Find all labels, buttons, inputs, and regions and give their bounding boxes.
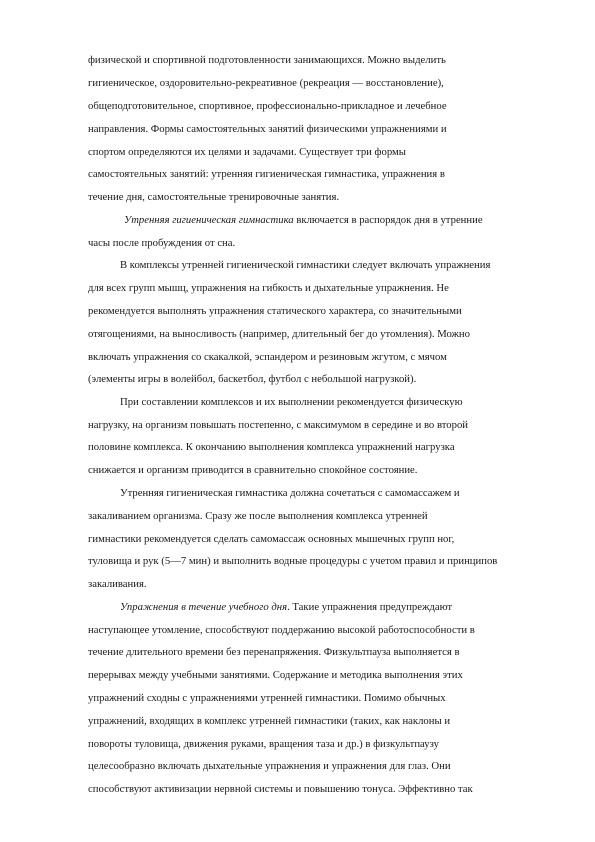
- text-line: В комплексы утренней гигиенической гимнастики следует включать упражнения: [120, 259, 491, 271]
- text-line: повороты туловища, движения руками, вращения таза и др.) в физкультпаузу: [88, 738, 439, 750]
- text-line: туловища и рук (5—7 мин) и выполнить водные процедуры с учетом правил и принципов: [88, 555, 498, 567]
- text-line: закаливания.: [88, 578, 147, 590]
- text-line: При составлении комплексов и их выполнении рекомендуется физическую: [120, 396, 463, 408]
- text-line: самостоятельных занятий: утренняя гигиеническая гимнастика, упражнения в: [88, 168, 445, 180]
- italic-term: Упражнения в течение учебного дня: [120, 601, 288, 613]
- line-rest: включается в распорядок дня в утренние: [293, 214, 483, 226]
- line-rest: . Такие упражнения предупреждают: [287, 601, 453, 613]
- text-line: течение дня, самостоятельные тренировочные занятия.: [88, 191, 340, 203]
- text-line: половине комплекса. К окончанию выполнения комплекса упражнений нагрузка: [88, 441, 455, 453]
- italic-term: Утренняя гигиеническая гимнастика: [124, 214, 294, 226]
- text-line: гигиеническое, оздоровительно-рекреативное (рекреация — восстановление),: [88, 77, 444, 89]
- text-line: Утренняя гигиеническая гимнастика должна сочетаться с самомассажем и: [120, 487, 460, 499]
- text-line-heading: [120, 601, 452, 614]
- text-line: гимнастики рекомендуется сделать самомассаж основных мышечных групп ног,: [88, 533, 455, 545]
- text-line: общеподготовительное, спортивное, профессионально-прикладное и лечебное: [88, 100, 447, 112]
- text-line: упражнений, входящих в комплекс утренней гимнастики (таких, как наклоны и: [88, 715, 451, 727]
- text-line: снижается и организм приводится в сравнительно спокойное состояние.: [88, 464, 418, 476]
- text-line: отягощениями, на выносливость (например, длительный бег до утомления). Можно: [88, 328, 470, 340]
- text-line: спортом определяются их целями и задачами. Существует три формы: [88, 146, 406, 158]
- text-line: упражнений сходны с упражнениями утренней гимнастики. Помимо обычных: [88, 692, 446, 704]
- text-line: для всех групп мышц, упражнения на гибкость и дыхательные упражнения. Не: [88, 282, 449, 294]
- text-line: способствуют активизации нервной системы и повышению тонуса. Эффективно так: [88, 783, 473, 795]
- text-line: течение длительного времени без перенапряжения. Физкультпауза выполняется в: [88, 646, 460, 658]
- text-line: включать упражнения со скакалкой, эспандером и резиновым жгутом, с мячом: [88, 351, 447, 363]
- text-line: направления. Формы самостоятельных занятий физическими упражнениями и: [88, 123, 447, 135]
- text-line: часы после пробуждения от сна.: [88, 237, 236, 249]
- text-line: рекомендуется выполнять упражнения статического характера, со значительными: [88, 305, 462, 317]
- text-line: закаливанием организма. Сразу же после выполнения комплекса утренней: [88, 510, 428, 522]
- text-line: (элементы игры в волейбол, баскетбол, футбол с небольшой нагрузкой).: [88, 373, 417, 385]
- text-line-heading: [124, 214, 483, 227]
- text-line: физической и спортивной подготовленности занимающихся. Можно выделить: [88, 54, 446, 66]
- text-line: целесообразно включать дыхательные упражнения и упражнения для глаз. Они: [88, 760, 451, 772]
- text-line: перерывах между учебными занятиями. Содержание и методика выполнения этих: [88, 669, 463, 681]
- text-line: наступающее утомление, способствуют поддержанию высокой работоспособности в: [88, 624, 475, 636]
- text-line: нагрузку, на организм повышать постепенно, с максимумом в середине и во второй: [88, 419, 469, 431]
